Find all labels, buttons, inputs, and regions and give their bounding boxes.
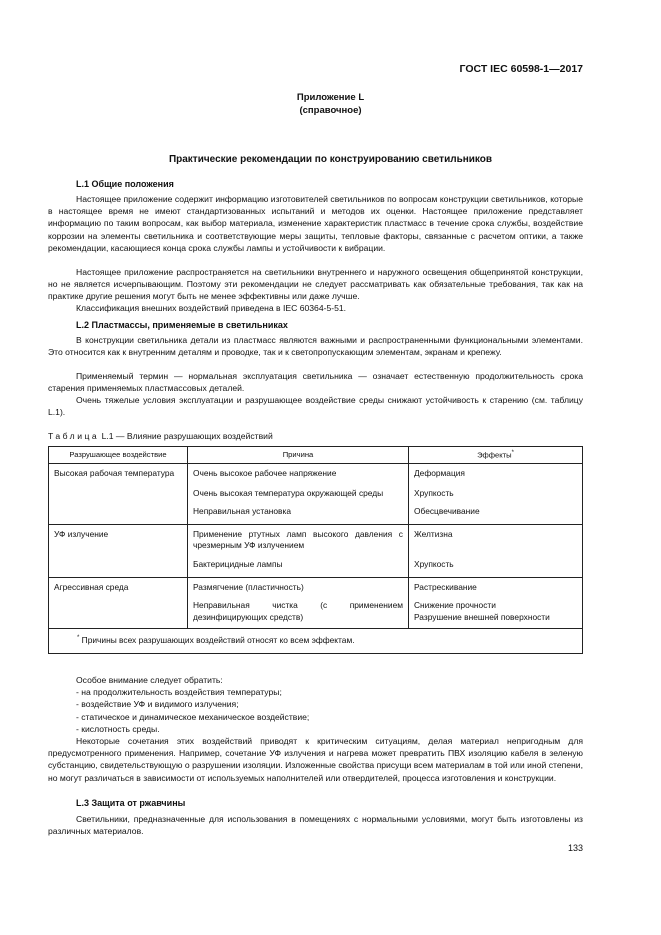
table-footnote <box>49 629 583 653</box>
paragraph: Настоящее приложение распространяется на светильники внутреннего и наружного освещения общепринятой конструкции, но не является исчерпывающим. Поэтому эти рекомендации не следует рассматривать как обязательные требования, так как на практике другие решения могут быть не менее эффективны или даже лучше. <box>48 267 583 302</box>
list-item: - на продолжительность воздействия температуры; <box>76 687 282 698</box>
column-header-effects <box>409 447 583 464</box>
effect-line: Снижение прочности <box>414 600 496 611</box>
paragraph: Светильники, предназначенные для использования в помещениях с нормальными условиями, могут быть изготовлены из различных материалов. <box>48 814 583 837</box>
impacts-table <box>48 446 583 654</box>
section-heading-l3: L.3 Защита от ржавчины <box>76 798 186 808</box>
effect-cell: Желтизна <box>409 524 583 552</box>
footnote-marker: * <box>511 450 514 457</box>
cause-cell: Очень высокое рабочее напряжение <box>188 464 409 480</box>
section-heading-l2: L.2 Пластмассы, применяемые в светильниках <box>76 320 288 330</box>
cause-cell: Неправильная чистка (с применением дезинфицирующих средств) <box>188 593 409 629</box>
cause-cell: Размягчение (пластичность) <box>188 577 409 593</box>
list-item: - кислотность среды. <box>76 723 160 734</box>
impact-cell: УФ излучение <box>49 524 188 577</box>
effect-cell <box>409 593 583 629</box>
effect-cell: Хрупкость <box>409 480 583 500</box>
table-caption-prefix: Таблица <box>48 431 100 441</box>
column-header-impact: Разрушающее воздействие <box>49 447 188 464</box>
footnote-marker: * <box>77 635 80 642</box>
effect-cell: Растрескивание <box>409 577 583 593</box>
page-number: 133 <box>567 843 583 853</box>
cause-cell: Очень высокая температура окружающей среды <box>188 480 409 500</box>
effect-cell: Обесцвечивание <box>409 499 583 524</box>
table-caption-text: L.1 — Влияние разрушающих воздействий <box>99 431 273 441</box>
paragraph: Применяемый термин — нормальная эксплуатация светильника — означает естественную продолжительность срока старения применяемых пластмассовых деталей. <box>48 371 583 394</box>
column-header-effects-label: Эффекты <box>477 450 512 460</box>
document-title: Практические рекомендации по конструированию светильников <box>168 154 493 165</box>
attention-list <box>76 674 309 735</box>
paragraph: В конструкции светильника детали из пластмасс являются важными и распространенными функциональными элементами. Это относится как к внутренним деталям и проводке, так и к светопропускающим элементам, экранам и крепежу. <box>48 335 583 358</box>
footnote-text: Причины всех разрушающих воздействий относят ко всем эффектам. <box>79 635 355 646</box>
list-item: - воздействие УФ и видимого излучения; <box>76 699 239 710</box>
list-item: - статическое и динамическое механическое воздействие; <box>76 711 310 722</box>
impact-cell: Агрессивная среда <box>49 577 188 629</box>
effect-cell: Хрупкость <box>409 552 583 577</box>
table-footnote-row <box>49 629 583 653</box>
effect-line: Разрушение внешней поверхности <box>414 611 550 622</box>
table-caption <box>48 431 273 441</box>
column-header-cause: Причина <box>188 447 409 464</box>
paragraph: Классификация внешних воздействий приведена в IEC 60364-5-51. <box>76 303 347 313</box>
paragraph: Некоторые сочетания этих воздействий приводят к критическим ситуациям, делая материал непригодным для предусмотренного применения. Например, сочетание УФ излучения и нагрева может превратить ПВХ изоляцию кабеля в зеленую субстанцию, свидетельствующую о разрушении изоляции. Изложенные свойства присущи всем материалам в той или иной степени, но могут различаться в зависимости от используемых наполнителей или отвердителей, процесса изготовления и конструкции. <box>48 736 583 783</box>
annex-title: Приложение L <box>296 92 365 103</box>
paragraph: Настоящее приложение содержит информацию изготовителей светильников по вопросам конструкции светильников, которые в настоящее время не имеют стандартизованных испытаний и методов их оценки. Настоящее приложение представляет информацию по таким вопросам, как выбор материала, изменение характеристик пластмасс в течение срока службы, воздействие коррозии на элементы светильника и соответствующие меры защиты, тепловые факторы, связанные с расчетом оптики, а также рекомендации, касающиеся конца срока службы лампы и устойчивости к вибрации. <box>48 194 583 253</box>
cause-cell: Бактерицидные лампы <box>188 552 409 577</box>
standard-designation: ГОСТ IEC 60598-1—2017 <box>459 63 583 75</box>
paragraph: Очень тяжелые условия эксплуатации и разрушающее воздействие среды снижают устойчивость к старению (см. таблицу L.1). <box>48 395 583 418</box>
attention-intro: Особое внимание следует обратить: <box>76 675 223 685</box>
annex-status: (справочное) <box>299 105 362 116</box>
table-header-row <box>49 447 583 464</box>
impact-cell: Высокая рабочая температура <box>49 464 188 525</box>
table-row <box>49 524 583 552</box>
cause-cell: Применение ртутных ламп высокого давления с чрезмерным УФ излучением <box>188 524 409 552</box>
table-row <box>49 577 583 593</box>
effect-cell: Деформация <box>409 464 583 480</box>
cause-cell: Неправильная установка <box>188 499 409 524</box>
section-heading-l1: L.1 Общие положения <box>76 179 174 189</box>
table-row <box>49 464 583 480</box>
